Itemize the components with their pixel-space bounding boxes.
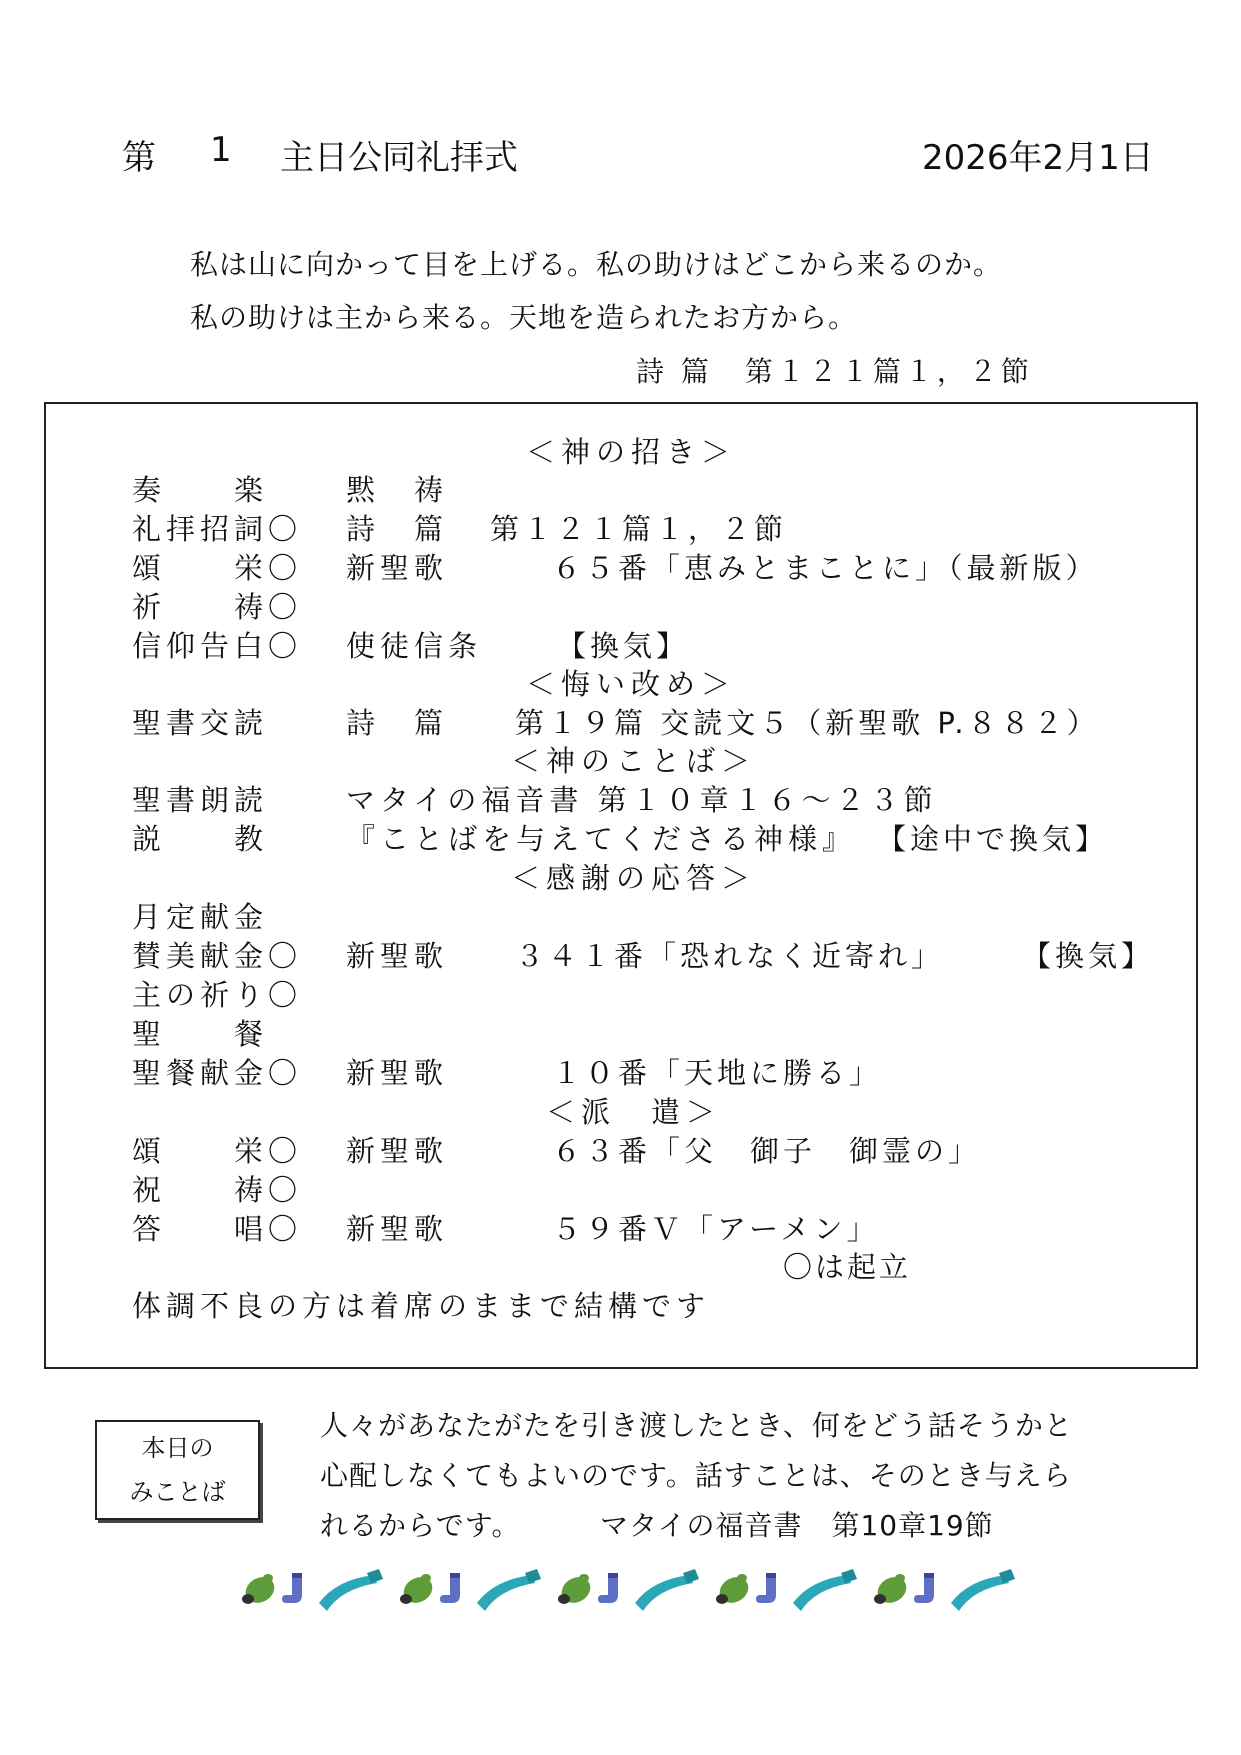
- opening-verse-reference: 詩 篇 第１２１篇１，２節: [636, 355, 1033, 388]
- item-label: 聖書交読: [132, 706, 269, 740]
- sock-icon: [914, 1573, 934, 1603]
- item-hymn: ３４１番「恐れなく近寄れ」: [515, 939, 945, 973]
- winter-set-1: [241, 1569, 383, 1611]
- service-prefix: 第: [122, 138, 156, 178]
- section-repentance: ＜悔い改め＞: [526, 667, 737, 701]
- item-label: 祈 祷〇: [132, 590, 303, 624]
- item-hymn: ６３番「父 御子 御霊の」: [552, 1134, 982, 1168]
- item-ref: マタイの福音書 第１０章１６～２３節: [346, 783, 938, 817]
- item-label: 答 唱〇: [132, 1212, 303, 1246]
- item-ref: 第１２１篇１，２節: [490, 512, 788, 546]
- winter-set-5: [873, 1569, 1015, 1611]
- winter-set-4: [715, 1569, 857, 1611]
- item-label: 説 教: [132, 822, 269, 856]
- item-label: 月定献金: [132, 900, 269, 934]
- item-hymn: １０番「天地に勝る」: [552, 1056, 883, 1090]
- item-detail: 使徒信条: [346, 629, 483, 663]
- sock-icon: [756, 1573, 776, 1603]
- opening-verse-line2: 私の助けは主から来る。天地を造られたお方から。: [190, 301, 858, 334]
- scarf-icon: [635, 1569, 699, 1611]
- mitten-icon: [557, 1572, 595, 1608]
- item-hymnal: 新聖歌: [346, 1212, 449, 1246]
- item-book: 詩 篇: [346, 706, 449, 740]
- scarf-icon: [319, 1569, 383, 1611]
- health-note: 体調不良の方は着席のままで結構です: [132, 1289, 711, 1323]
- mitten-icon: [873, 1572, 911, 1608]
- section-word: ＜神のことば＞: [511, 744, 757, 778]
- item-hymnal: 新聖歌: [346, 1056, 449, 1090]
- item-label: 主の祈り〇: [132, 978, 303, 1012]
- item-book: 詩 篇: [346, 512, 449, 546]
- item-label: 頌 栄〇: [132, 551, 303, 585]
- service-number: 1: [210, 130, 232, 170]
- item-label: 聖 餐: [132, 1017, 269, 1051]
- item-hymn: ６５番「恵みとまことに」（最新版）: [552, 551, 1099, 585]
- todays-word-box-line1: 本日の: [141, 1434, 214, 1462]
- winter-set-2: [399, 1569, 541, 1611]
- item-label: 信仰告白〇: [132, 629, 303, 663]
- scarf-icon: [951, 1569, 1015, 1611]
- item-note: 【途中で換気】: [877, 822, 1109, 856]
- todays-word-box-line2: みことば: [129, 1478, 226, 1506]
- item-ref: 第１９篇 交読文５（新聖歌 P.８８２）: [515, 706, 1100, 740]
- item-label: 聖書朗読: [132, 783, 269, 817]
- service-date: 2026年2月1日: [922, 138, 1154, 178]
- sock-icon: [598, 1573, 618, 1603]
- todays-word-line3: れるからです。: [320, 1509, 521, 1542]
- scarf-icon: [793, 1569, 857, 1611]
- standing-note: 〇は起立: [783, 1250, 912, 1284]
- service-title: 主日公同礼拝式: [280, 138, 518, 178]
- order-of-worship: [44, 402, 1198, 1369]
- section-invitation: ＜神の招き＞: [526, 435, 737, 469]
- mitten-icon: [241, 1572, 279, 1608]
- item-hymnal: 新聖歌: [346, 551, 449, 585]
- opening-verse-line1: 私は山に向かって目を上げる。私の助けはどこから来るのか。: [190, 248, 1003, 281]
- item-label: 聖餐献金〇: [132, 1056, 303, 1090]
- todays-word-box: [95, 1420, 260, 1520]
- item-label: 頌 栄〇: [132, 1134, 303, 1168]
- scarf-icon: [477, 1569, 541, 1611]
- mitten-icon: [399, 1572, 437, 1608]
- winter-set-3: [557, 1569, 699, 1611]
- item-label: 祝 祷〇: [132, 1173, 303, 1207]
- item-note: 【換気】: [1022, 939, 1155, 973]
- sermon-title: 『ことばを与えてくださる神様』: [346, 822, 857, 856]
- section-response: ＜感謝の応答＞: [511, 861, 757, 895]
- item-label: 奏 楽: [132, 473, 269, 507]
- item-label: 礼拝招詞〇: [132, 512, 303, 546]
- decorative-border: [240, 1565, 1030, 1619]
- item-hymnal: 新聖歌: [346, 1134, 449, 1168]
- item-hymn: ５９番Ｖ「アーメン」: [552, 1212, 880, 1246]
- section-sending: ＜派 遣＞: [546, 1095, 722, 1129]
- winter-items-strip: [240, 1565, 1030, 1615]
- item-hymnal: 新聖歌: [346, 939, 449, 973]
- todays-word-line1: 人々があなたがたを引き渡したとき、何をどう話そうかと: [320, 1409, 1073, 1442]
- sock-icon: [282, 1573, 302, 1603]
- todays-word-reference: マタイの福音書 第10章19節: [600, 1509, 994, 1542]
- item-detail: 黙 祷: [346, 473, 449, 507]
- item-note: 【換気】: [557, 629, 690, 663]
- sock-icon: [440, 1573, 460, 1603]
- mitten-icon: [715, 1572, 753, 1608]
- item-label: 賛美献金〇: [132, 939, 303, 973]
- todays-word-line2: 心配しなくてもよいのです。話すことは、そのとき与えら: [320, 1459, 1072, 1492]
